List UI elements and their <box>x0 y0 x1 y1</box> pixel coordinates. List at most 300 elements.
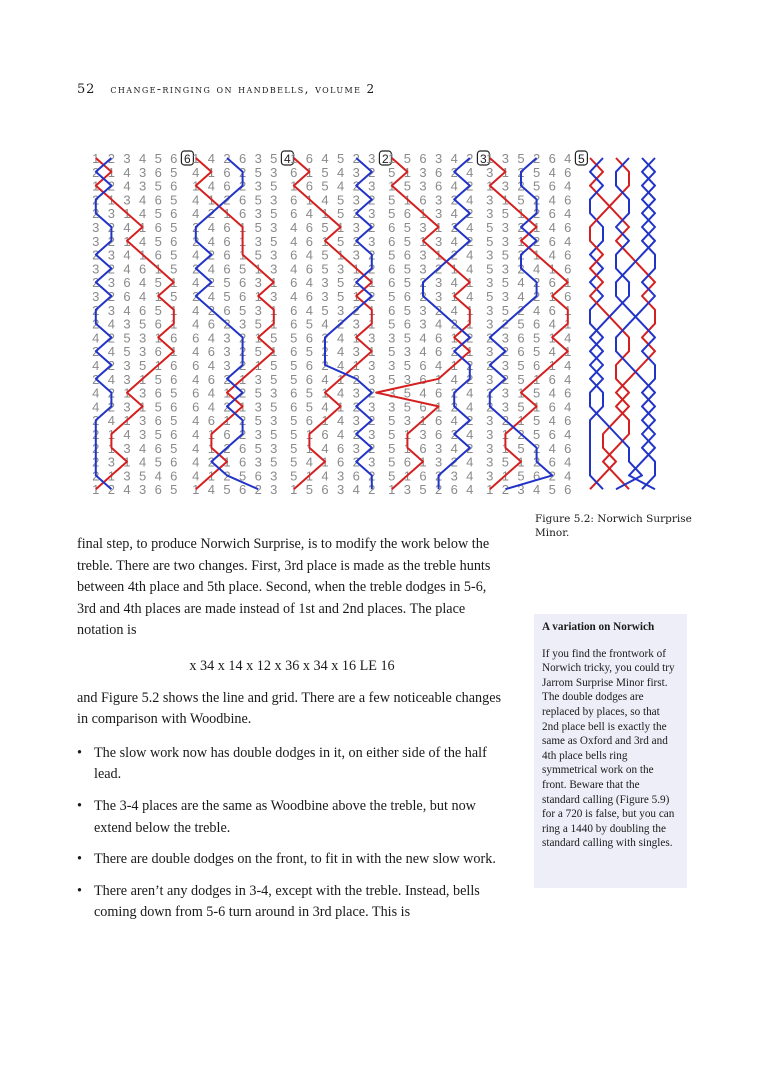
bell-number: 3 <box>254 233 262 249</box>
bell-number: 2 <box>517 427 525 442</box>
bell-number: 3 <box>501 178 510 194</box>
bell-number: 6 <box>290 344 298 360</box>
bell-number: 4 <box>207 220 216 235</box>
bell-number: 3 <box>270 482 278 498</box>
bell-number: 5 <box>388 164 396 180</box>
bell-number: 1 <box>336 399 345 415</box>
bell-number: 6 <box>170 233 178 249</box>
bell-number: 2 <box>450 427 458 442</box>
bell-number: 3 <box>107 247 116 263</box>
bell-number: 6 <box>238 206 247 222</box>
bell-number: 1 <box>388 151 396 166</box>
bell-number: 3 <box>270 261 278 277</box>
bell-number: 4 <box>466 385 474 401</box>
bell-number: 1 <box>107 192 116 208</box>
bell-number: 1 <box>450 358 458 373</box>
bell-number: 4 <box>517 289 525 304</box>
bell-number: 6 <box>336 454 345 470</box>
bell-number: 1 <box>290 482 298 498</box>
bell-number: 6 <box>403 454 412 470</box>
bell-number: 5 <box>403 233 412 249</box>
bell-number: 2 <box>352 427 360 442</box>
bullet-marker: • <box>77 744 82 761</box>
bell-number: 1 <box>192 178 200 194</box>
bell-number: 5 <box>270 371 278 387</box>
bell-number: 4 <box>321 151 329 166</box>
bell-number: 1 <box>223 413 231 429</box>
bell-number: 2 <box>532 151 541 166</box>
bell-number: 4 <box>192 302 200 318</box>
bell-number: 2 <box>517 247 525 263</box>
bell-number: 5 <box>321 220 329 235</box>
bell-number: 4 <box>305 206 314 222</box>
bell-number: 3 <box>270 289 278 304</box>
bell-number: 1 <box>419 206 427 222</box>
bell-number: 5 <box>170 440 178 456</box>
bell-number: 2 <box>501 316 510 332</box>
bell-number: 1 <box>170 275 178 291</box>
bell-number: 4 <box>107 316 116 332</box>
bell-number: 3 <box>388 399 396 415</box>
grid-line <box>590 158 603 489</box>
bell-number: 2 <box>352 178 360 194</box>
bell-number: 6 <box>238 151 247 166</box>
bell-number: 5 <box>486 233 494 249</box>
bell-number: 2 <box>238 385 247 401</box>
bell-number: 3 <box>368 151 376 166</box>
bell-number: 6 <box>403 247 412 263</box>
bell-number: 4 <box>517 275 525 291</box>
bell-number: 2 <box>223 192 231 208</box>
bell-number: 3 <box>107 275 116 291</box>
bell-number: 6 <box>170 178 178 194</box>
place-notation: x 34 x 14 x 12 x 36 x 34 x 16 LE 16 <box>189 657 395 674</box>
bell-number: 3 <box>270 413 278 429</box>
bell-number: 2 <box>92 164 100 180</box>
bell-number: 5 <box>254 164 262 180</box>
bell-number: 6 <box>223 427 231 442</box>
bell-number: 5 <box>388 440 396 456</box>
bell-number: 2 <box>368 289 376 304</box>
bell-number: 2 <box>92 275 100 291</box>
bell-number: 6 <box>305 261 314 277</box>
bell-number: 6 <box>223 178 231 194</box>
bell-number: 4 <box>336 413 345 429</box>
bell-number: 3 <box>336 468 345 484</box>
bell-number: 3 <box>270 385 278 401</box>
bell-number: 5 <box>532 344 541 360</box>
bell-number: 6 <box>170 330 178 346</box>
bell-number: 2 <box>223 151 231 166</box>
bell-number: 5 <box>388 344 396 360</box>
bell-number: 1 <box>564 344 572 360</box>
bell-number: 4 <box>138 233 147 249</box>
bell-number: 2 <box>352 206 360 222</box>
bell-number: 6 <box>170 468 178 484</box>
bell-number: 4 <box>564 151 572 166</box>
bell-number: 3 <box>321 275 329 291</box>
bell-number: 4 <box>290 289 298 304</box>
bell-number: 2 <box>238 178 247 194</box>
bell-number: 4 <box>138 454 147 470</box>
bell-number: 2 <box>238 413 247 429</box>
bell-number: 2 <box>532 440 541 456</box>
bell-number: 5 <box>123 330 131 346</box>
bell-number: 1 <box>336 371 345 387</box>
bell-number: 3 <box>138 385 147 401</box>
bell-number: 5 <box>270 358 278 373</box>
bell-number: 1 <box>466 344 474 360</box>
bell-number: 2 <box>352 233 360 249</box>
bell-number: 4 <box>138 289 147 304</box>
bell-number: 3 <box>352 413 360 429</box>
bell-number: 2 <box>107 482 116 498</box>
bell-number: 4 <box>336 164 345 180</box>
paragraph-1: final step, to produce Norwich Surprise, is to modify the work below the treble. There are two changes. First, 3rd place is made as the treble hunts between 4th place and 5th place. Second, when the treble dodges in 5-6, 3rd and 4th places are made instead of 1st and 2nd places. The place notation is <box>77 536 491 639</box>
bell-number: 5 <box>388 289 396 304</box>
bell-number: 5 <box>321 302 329 318</box>
bell-number: 6 <box>564 164 572 180</box>
bell-number: 6 <box>154 247 162 263</box>
bell-number: 5 <box>532 385 541 401</box>
bell-number: 2 <box>450 399 458 415</box>
bell-number: 5 <box>388 247 396 263</box>
bell-number: 2 <box>352 151 360 166</box>
bell-number: 5 <box>270 427 278 442</box>
bell-number: 2 <box>92 316 100 332</box>
bell-number: 2 <box>92 440 100 456</box>
bell-number: 2 <box>352 371 360 387</box>
bell-number: 5 <box>388 206 396 222</box>
bell-number: 5 <box>388 316 396 332</box>
bell-number: 3 <box>107 454 116 470</box>
bell-number: 5 <box>486 261 494 277</box>
bell-number: 6 <box>564 289 572 304</box>
bell-number: 3 <box>434 275 443 291</box>
bell-number: 3 <box>107 302 116 318</box>
bell-number: 2 <box>352 302 360 318</box>
bell-number: 4 <box>321 316 329 332</box>
bell-number: 4 <box>207 289 216 304</box>
bell-number: 6 <box>548 233 556 249</box>
bell-number: 3 <box>434 233 443 249</box>
bell-number: 1 <box>419 454 427 470</box>
bell-number: 4 <box>123 247 131 263</box>
bell-number: 3 <box>368 427 376 442</box>
bell-number: 4 <box>321 371 329 387</box>
bell-number: 6 <box>192 358 200 373</box>
bell-number: 6 <box>207 413 216 429</box>
bell-number: 4 <box>290 233 298 249</box>
bell-number: 3 <box>368 358 376 373</box>
bell-number: 1 <box>154 261 162 277</box>
bell-number: 2 <box>486 385 494 401</box>
bell-number: 6 <box>154 220 162 235</box>
bell-number: 4 <box>450 302 458 318</box>
main-text <box>77 534 507 934</box>
bell-number: 5 <box>154 206 162 222</box>
bell-number: 2 <box>517 164 525 180</box>
bell-number: 5 <box>403 220 412 235</box>
bell-number: 6 <box>434 385 443 401</box>
bell-number: 5 <box>501 454 510 470</box>
bell-number: 2 <box>532 233 541 249</box>
bell-number: 6 <box>170 151 178 166</box>
bell-number: 3 <box>254 275 262 291</box>
bell-number: 2 <box>517 302 525 318</box>
bell-number: 2 <box>466 358 474 373</box>
bell-number: 4 <box>192 192 200 208</box>
bell-number: 3 <box>223 358 231 373</box>
bell-number: 3 <box>107 206 116 222</box>
bell-number: 1 <box>466 316 474 332</box>
bell-number: 3 <box>254 151 262 166</box>
bell-number: 1 <box>123 454 131 470</box>
bell-number: 1 <box>305 440 314 456</box>
bell-number: 4 <box>532 302 541 318</box>
bell-number: 6 <box>207 371 216 387</box>
bell-number: 6 <box>170 371 178 387</box>
bell-number: 5 <box>170 289 178 304</box>
bell-number: 1 <box>352 261 360 277</box>
bell-number: 4 <box>321 468 329 484</box>
bell-number: 6 <box>170 358 178 373</box>
bell-number: 3 <box>434 289 443 304</box>
bell-number: 6 <box>564 413 572 429</box>
bell-number: 3 <box>270 468 278 484</box>
bell-number: 2 <box>450 192 458 208</box>
bell-number: 6 <box>207 316 216 332</box>
bell-number: 2 <box>466 330 474 346</box>
bell-number: 3 <box>270 192 278 208</box>
method-column <box>486 151 587 497</box>
bell-number: 1 <box>403 192 412 208</box>
bell-number: 2 <box>466 151 474 166</box>
bell-number: 3 <box>138 164 147 180</box>
bell-number: 5 <box>532 330 541 346</box>
bell-number: 4 <box>92 358 100 373</box>
bell-number: 5 <box>501 302 510 318</box>
bell-number: 4 <box>192 164 200 180</box>
bell-number: 6 <box>548 302 556 318</box>
bell-number: 6 <box>548 178 556 194</box>
bell-number: 2 <box>92 371 100 387</box>
bell-number: 5 <box>154 151 162 166</box>
bell-number: 4 <box>321 192 329 208</box>
bell-number: 5 <box>123 344 131 360</box>
bell-number: 1 <box>123 385 131 401</box>
bell-number: 4 <box>466 289 474 304</box>
bell-number: 6 <box>548 206 556 222</box>
bell-number: 5 <box>154 454 162 470</box>
bell-number: 2 <box>92 454 100 470</box>
bell-number: 4 <box>123 220 131 235</box>
bell-number: 2 <box>486 399 494 415</box>
bell-number: 2 <box>207 302 216 318</box>
bell-number: 2 <box>466 178 474 194</box>
bell-number: 6 <box>548 275 556 291</box>
bell-number: 6 <box>532 358 541 373</box>
bell-number: 3 <box>486 316 494 332</box>
lead-end-badge-number: 4 <box>284 152 291 166</box>
bell-number: 6 <box>305 371 314 387</box>
bell-number: 5 <box>321 261 329 277</box>
bell-number: 5 <box>238 302 247 318</box>
bell-number: 1 <box>270 302 278 318</box>
bell-number: 3 <box>270 164 278 180</box>
bell-number: 1 <box>107 427 116 442</box>
bell-number: 6 <box>352 468 360 484</box>
bell-number: 2 <box>223 468 231 484</box>
bell-number: 6 <box>290 192 298 208</box>
bell-number: 1 <box>434 220 443 235</box>
method-column <box>192 151 293 497</box>
bell-number: 5 <box>223 275 231 291</box>
bell-number: 2 <box>107 399 116 415</box>
bell-number: 1 <box>107 164 116 180</box>
bell-number: 6 <box>290 164 298 180</box>
bell-number: 6 <box>223 302 231 318</box>
bell-number: 4 <box>336 330 345 346</box>
bell-number: 1 <box>403 440 412 456</box>
bell-number: 4 <box>192 344 200 360</box>
bell-number: 2 <box>486 330 494 346</box>
bell-number: 4 <box>192 440 200 456</box>
bell-number: 6 <box>305 358 314 373</box>
bell-number: 6 <box>138 261 147 277</box>
bell-number: 4 <box>107 413 116 429</box>
bell-number: 2 <box>254 482 262 498</box>
bell-number: 5 <box>403 330 412 346</box>
bell-number: 2 <box>192 233 200 249</box>
bell-number: 1 <box>352 330 360 346</box>
bell-number: 2 <box>107 261 116 277</box>
bell-number: 4 <box>466 192 474 208</box>
bell-number: 4 <box>466 261 474 277</box>
bell-number: 2 <box>368 247 376 263</box>
bell-number: 4 <box>564 178 572 194</box>
bell-number: 6 <box>434 427 443 442</box>
bell-number: 6 <box>419 358 427 373</box>
bell-number: 5 <box>336 151 345 166</box>
bell-number: 2 <box>223 316 231 332</box>
bell-number: 4 <box>192 206 200 222</box>
bell-number: 5 <box>254 344 262 360</box>
bell-number: 6 <box>154 482 162 498</box>
bell-number: 3 <box>336 482 345 498</box>
bell-number: 2 <box>368 440 376 456</box>
bell-number: 3 <box>123 399 131 415</box>
bell-number: 6 <box>290 399 298 415</box>
bell-number: 3 <box>352 344 360 360</box>
bell-number: 4 <box>419 344 427 360</box>
bell-number: 3 <box>123 371 131 387</box>
bell-number: 1 <box>532 399 541 415</box>
bell-number: 1 <box>517 454 525 470</box>
bell-number: 4 <box>434 358 443 373</box>
bell-number: 4 <box>207 399 216 415</box>
bell-number: 5 <box>270 178 278 194</box>
bullet-text: The 3-4 places are the same as Woodbine above the treble, but now extend below the treble. <box>94 797 476 836</box>
bell-number: 5 <box>388 192 396 208</box>
bell-number: 1 <box>321 233 329 249</box>
bell-number: 2 <box>368 220 376 235</box>
bell-number: 5 <box>548 482 556 498</box>
method-grid <box>590 158 655 489</box>
bell-number: 4 <box>290 261 298 277</box>
method-column <box>290 151 391 497</box>
bell-number: 3 <box>138 178 147 194</box>
bell-number: 1 <box>154 330 162 346</box>
bell-number: 3 <box>419 427 427 442</box>
bell-number: 6 <box>564 220 572 235</box>
bell-number: 2 <box>352 399 360 415</box>
bell-number: 4 <box>564 371 572 387</box>
bell-number: 5 <box>170 482 178 498</box>
book-title: change-ringing on handbells, volume 2 <box>110 82 376 96</box>
bell-number: 3 <box>434 192 443 208</box>
bell-number: 1 <box>92 151 100 166</box>
bell-number: 6 <box>548 454 556 470</box>
bell-number: 2 <box>238 330 247 346</box>
bell-number: 2 <box>450 316 458 332</box>
bell-number: 6 <box>154 164 162 180</box>
bell-number: 6 <box>238 192 247 208</box>
bell-number: 1 <box>254 330 262 346</box>
bell-number: 4 <box>305 247 314 263</box>
bell-number: 5 <box>486 220 494 235</box>
bell-number: 4 <box>207 330 216 346</box>
bell-number: 1 <box>450 289 458 304</box>
bell-number: 1 <box>305 468 314 484</box>
bell-number: 4 <box>138 192 147 208</box>
bell-number: 6 <box>154 344 162 360</box>
bell-number: 1 <box>154 358 162 373</box>
bell-number: 2 <box>107 330 116 346</box>
bell-number: 3 <box>223 330 231 346</box>
bell-number: 2 <box>192 220 200 235</box>
bell-number: 5 <box>517 358 525 373</box>
bell-number: 2 <box>207 247 216 263</box>
bell-number: 4 <box>207 482 216 498</box>
bell-number: 3 <box>270 247 278 263</box>
bell-number: 3 <box>486 413 494 429</box>
bell-number: 5 <box>254 316 262 332</box>
bell-number: 4 <box>336 344 345 360</box>
bell-number: 6 <box>305 151 314 166</box>
bell-number: 3 <box>123 151 131 166</box>
bell-number: 1 <box>450 261 458 277</box>
bell-number: 5 <box>270 330 278 346</box>
bell-number: 5 <box>154 178 162 194</box>
bell-number: 5 <box>290 440 298 456</box>
bell-number: 5 <box>223 289 231 304</box>
bell-number: 6 <box>154 413 162 429</box>
bell-number: 6 <box>419 468 427 484</box>
bell-number: 1 <box>352 358 360 373</box>
bell-number: 2 <box>92 192 100 208</box>
bell-number: 4 <box>450 440 458 456</box>
bell-number: 5 <box>501 247 510 263</box>
bell-number: 5 <box>170 247 178 263</box>
bell-number: 6 <box>238 289 247 304</box>
bell-number: 2 <box>501 371 510 387</box>
bell-number: 4 <box>336 427 345 442</box>
bell-number: 4 <box>548 247 556 263</box>
bell-number: 4 <box>321 399 329 415</box>
bell-number: 3 <box>501 261 510 277</box>
bell-number: 6 <box>290 302 298 318</box>
